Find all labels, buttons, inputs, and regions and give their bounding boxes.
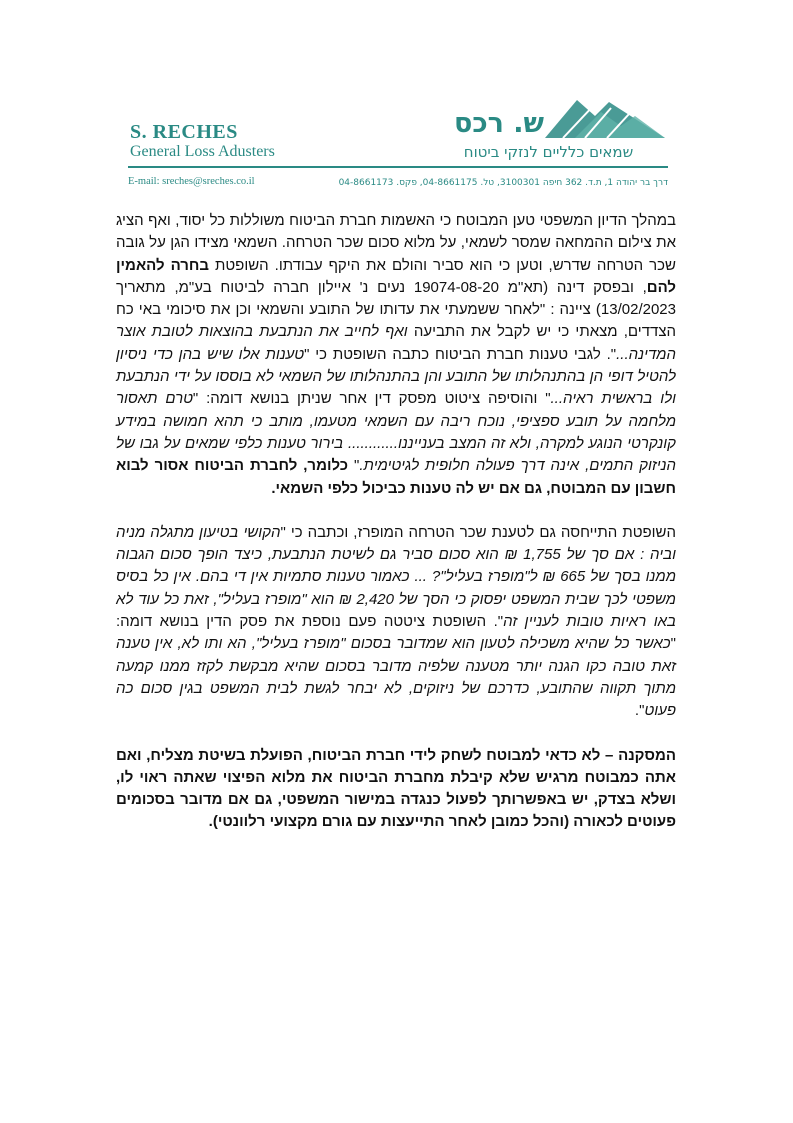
text-run: ". לגבי טענות חברת הביטוח כתבה השופטת כי " <box>304 345 617 363</box>
text-run: ". השופטת ציטטה פעם נוספת את פסק הדין בנושא דומה: " <box>116 613 676 653</box>
text-run: " <box>348 457 360 475</box>
company-subtitle-english: General Loss Adusters <box>130 143 275 160</box>
text-run: ואף לחייב את הנתבעת בהוצאות לטובת אוצר המדינה... <box>116 323 676 363</box>
text-run: השופטת התייחסה גם לטענת שכר הטרחה המופרז, וכתבה כי " <box>280 523 676 541</box>
text-run: כאשר כל שהיא משכילה לטעון הוא שמדובר בסכום "מופרז בעליל", הא ותו לא, אין טענה זאת טובה כקו הגנה יותר מטענה שלפיה מדובר בסכום שהיא מבקשת לקזז ממנו קמעה מתוך תקווה שהתובע, כדרכם של ניזוקים, לא יבחר לגשת לבית המשפט בגין סכום כה פעוט <box>116 635 676 720</box>
company-name-hebrew: ש. רכס <box>453 108 545 139</box>
letterhead-divider <box>128 166 668 168</box>
text-run: טענות אלו שיש בהן כדי ניסיון להטיל דופי הן בהתנהלותו של התובע והן בהתנהלותו של השמאי לא בוססו על ידי הנתבעת ולו בראשית ראיה... <box>116 345 676 408</box>
text-run: כלומר, לחברת הביטוח אסור לבוא חשבון עם המבוטח, גם אם יש לה טענות כביכול כלפי השמאי. <box>116 457 676 497</box>
contact-line <box>128 176 668 188</box>
letterhead <box>0 0 793 200</box>
text-run: ". <box>634 702 645 720</box>
postal-address: דרך בר יהודה 1, ת.ד. 362 חיפה 3100301, טל. 04-8661175, פקס. 04-8661173 <box>338 178 668 188</box>
letter-body <box>116 210 676 856</box>
text-run: הקושי בטיעון מתגלה מניה וביה : אם סך של 1,755 ₪ הוא סכום סביר גם לשיטת הנתבעת, כיצד הופך סכום הגבוה ממנו בסך של 665 ₪ ל"מופרז בעליל"? ... כאמור טענות סתמיות אין די בהם. אין כל בסיס משפטי לכך שבית המשפט יפסוק כי הסך של 2,420 ₪ הוא "מופרז בעליל", זאת כל עוד לא באו ראיות טובות לעניין זה <box>116 523 677 631</box>
paragraph-excessive-fee <box>116 522 676 723</box>
text-run: בחרה להאמין להם <box>116 256 676 296</box>
paragraph-court-ruling <box>116 210 676 500</box>
company-subtitle-hebrew: שמאים כלליים לנזקי ביטוח <box>463 143 634 161</box>
text-run: טרם תאסור מלחמה על תובע ספציפי, נוכח ריבה עם השמאי מטעמו, מותב כי תהא חמושה במידע קונקרטי הנוגע למקרה, ולא זה המצב בענייננו............ בירור טענות כלפי שמאים על גבו של הניזוק התמים, אינה דרך פעולה חלופית לגיטימית. <box>116 390 676 475</box>
email-link[interactable]: E-mail: sreches@sreches.co.il <box>128 176 255 187</box>
text-run: המסקנה – לא כדאי למבוטח לשחק לידי חברת הביטוח, הפועלת בשיטת מצליח, ואם אתה כמבוטח מרגיש שלא קיבלת מחברת הביטוח את מלוא הפיצוי שאתה ראוי לו, ושלא בצדק, יש באפשרותך לפעול כנגדה במישור המשפטי, גם אם מדובר בסכומים פעוטים לכאורה (והכל כמובן לאחר התייעצות עם גורם מקצועי רלוונטי). <box>116 746 676 831</box>
paragraph-conclusion <box>116 745 676 834</box>
text-run: במהלך הדיון המשפטי טען המבוטח כי האשמות חברת הביטוח משוללות כל יסוד, ואף הציג את צילום ההמחאה שמסר לשמאי, על מלוא סכום שכר הטרחה. השמאי מצידו הגן על גובה שכר הטרחה שדרש, וטען כי הוא סביר והולם את היקף עבודתו. השופטת <box>116 212 676 274</box>
text-run: , ובפסק דינה (תא"מ 19074-08-20 נעים נ' איילון חברה לביטוח בע"מ, מתאריך 13/02/2023) ציינה : "לאחר ששמעתי את עדותו של התובע והשמאי וכן את סיכומי באי כח הצדדים, מצאתי כי יש לקבל את התביעה <box>116 278 677 341</box>
company-name-english: S. RECHES <box>130 121 238 143</box>
text-run: " והוסיפה ציטוט מפסק דין אחר שניתן בנושא דומה: " <box>192 390 551 408</box>
